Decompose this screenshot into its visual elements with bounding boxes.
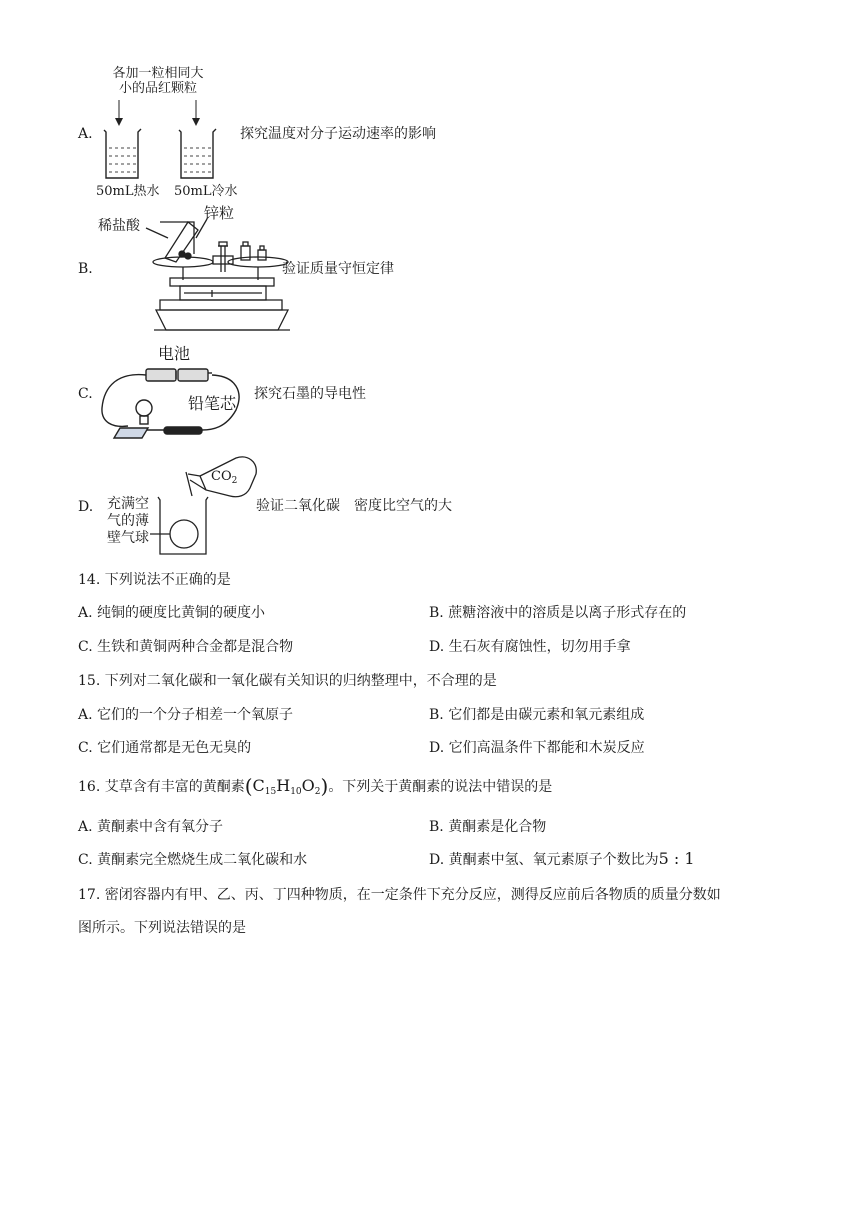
question-stem — [78, 774, 553, 801]
stem-text: 。下列关于黄酮素的说法中错误的是 — [328, 779, 553, 795]
question-stem-line: 17. 密闭容器内有甲、乙、丙、丁四种物质，在一定条件下充分反应，测得反应前后各物质的质量分数如 — [78, 887, 721, 903]
choice-a: A. 纯铜的硬度比黄铜的硬度小 — [78, 605, 266, 621]
option-letter: A. — [78, 126, 93, 142]
choice-c: C. 生铁和黄铜两种合金都是混合物 — [78, 639, 294, 655]
caption-line: 小的品红颗粒 — [118, 81, 197, 96]
question-stem-line: 图所示。下列说法错误的是 — [78, 920, 246, 936]
choice-d-text: D. 黄酮素中氢、氧元素原子个数比为 — [429, 852, 659, 868]
balloon-label-line: 气的薄 — [107, 513, 149, 529]
pencil-label: 铅笔芯 — [188, 394, 237, 413]
choice-d: D. 它们高温条件下都能和木炭反应 — [429, 740, 645, 756]
choice-c: C. 它们通常都是无色无臭的 — [78, 740, 252, 756]
option-letter: C. — [78, 386, 93, 402]
balloon-label-line: 壁气球 — [107, 530, 149, 546]
formula-element: C — [252, 776, 265, 795]
co2-main: CO — [211, 469, 232, 484]
stem-text: 16. 艾草含有丰富的黄酮素 — [78, 779, 245, 795]
zinc-label: 锌粒 — [204, 204, 235, 222]
choice-b: B. 黄酮素是化合物 — [429, 819, 547, 835]
formula-subscript: 15 — [264, 787, 277, 797]
choice-d — [429, 850, 695, 869]
option-text: 探究温度对分子运动速率的影响 — [240, 126, 436, 142]
choice-c: C. 黄酮素完全燃烧生成二氧化碳和水 — [78, 852, 308, 868]
caption-line: 各加一粒相同大 — [112, 66, 204, 81]
formula-subscript: 10 — [290, 787, 302, 797]
beaker-label: 50mL热水 — [96, 184, 160, 199]
question-stem: 14. 下列说法不正确的是 — [78, 572, 231, 588]
acid-label: 稀盐酸 — [98, 218, 140, 234]
choice-a: A. 黄酮素中含有氧分子 — [78, 819, 224, 835]
choice-b: B. 它们都是由碳元素和氧元素组成 — [429, 707, 645, 723]
question-stem: 15. 下列对二氧化碳和一氧化碳有关知识的归纳整理中，不合理的是 — [78, 673, 497, 689]
formula-element: O — [301, 776, 315, 795]
choice-a: A. 它们的一个分子相差一个氧原子 — [78, 707, 294, 723]
option-text: 探究石墨的导电性 — [254, 386, 366, 402]
atom-ratio: 5 : 1 — [658, 849, 695, 868]
option-letter: D. — [78, 499, 94, 515]
choice-d: D. 生石灰有腐蚀性，切勿用手拿 — [429, 639, 631, 655]
option-text: 验证质量守恒定律 — [282, 261, 394, 277]
option-letter: B. — [78, 261, 93, 277]
choice-b: B. 蔗糖溶液中的溶质是以离子形式存在的 — [429, 605, 687, 621]
formula-subscript: 2 — [314, 787, 321, 797]
balloon-label-line: 充满空 — [107, 496, 149, 512]
option-text: 验证二氧化碳 密度比空气的大 — [256, 498, 452, 514]
formula-element: H — [276, 776, 291, 795]
chemical-formula: $(C_{15}H_{10}O_2)$ — [244, 774, 329, 798]
beaker-label: 50mL冷水 — [174, 184, 238, 199]
co2-subscript: 2 — [231, 476, 238, 486]
co2-label — [211, 469, 237, 489]
battery-label: 电池 — [158, 344, 191, 363]
